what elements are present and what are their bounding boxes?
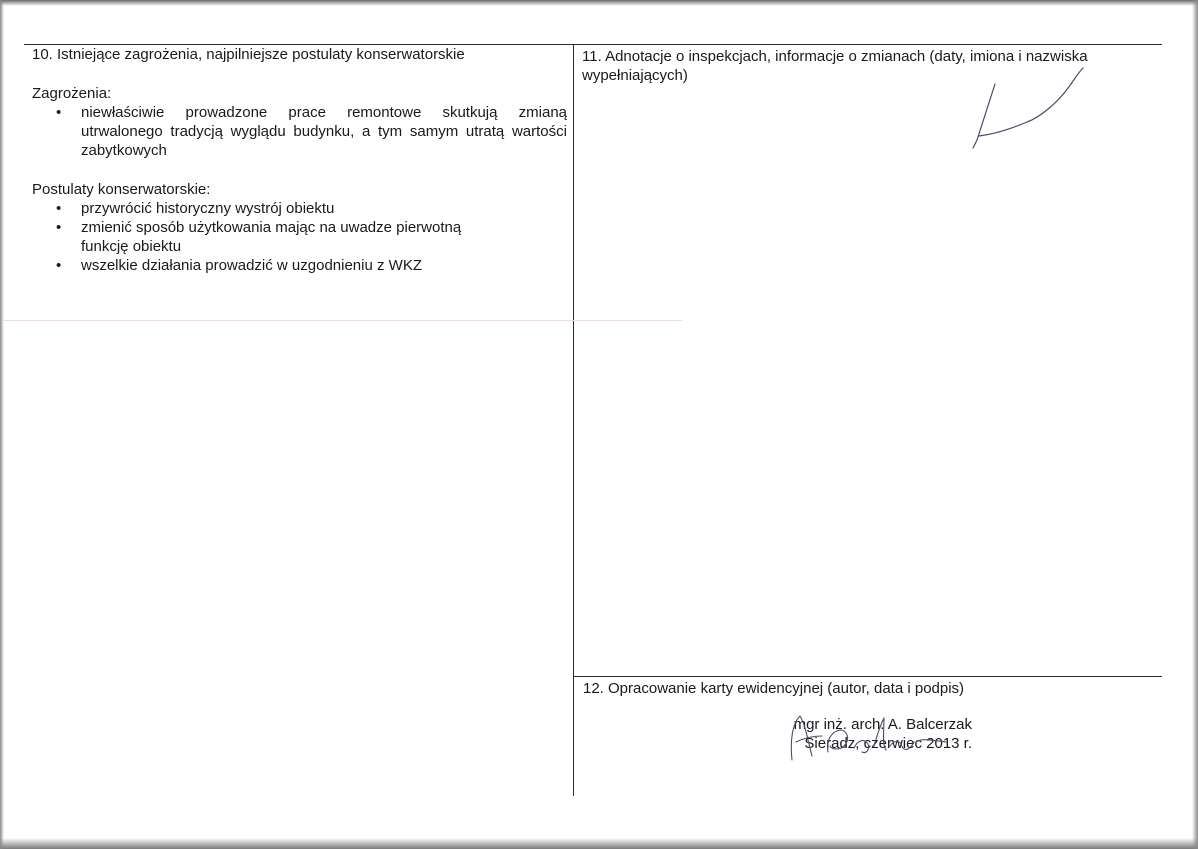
postulates-label: Postulaty konserwatorskie: [32,181,211,198]
postulates-list [32,199,567,275]
bleed-through-line [2,320,682,321]
section-10 [32,45,567,275]
section-10-heading: 10. Istniejące zagrożenia, najpilniejsze postulaty konserwatorskie [32,46,465,63]
threats-label: Zagrożenia: [32,85,112,102]
list-item: • niewłaściwie prowadzone prace remontowe skutkują zmianą utrwalonego tradycją wyglądu budynku, a tym samym utratą wartości zabytkowych [32,103,567,160]
threats-list [32,103,567,160]
list-item: • wszelkie działania prowadzić w uzgodnieniu z WKZ [32,256,567,275]
author-name: mgr inż. arch. A. Balcerzak [793,716,972,733]
list-item: • zmienić sposób użytkowania mając na uwadze pierwotną funkcję obiektu [32,218,511,256]
scan-edge-top [0,0,1198,6]
table-column-divider [573,44,574,796]
list-item: • przywrócić historyczny wystrój obiektu [32,199,567,218]
pen-check-mark [965,62,1085,157]
place-date: Sieradz, czerwiec 2013 r. [804,735,972,752]
handwritten-signature [770,712,950,764]
section-11-heading: 11. Adnotacje o inspekcjach, informacje o zmianach (daty, imiona i nazwiska wypełniających) [582,48,1088,84]
scan-edge-right [1192,0,1198,849]
section-12 [583,679,1143,698]
section-12-top-border [573,676,1162,677]
scan-edge-left [0,0,4,849]
section-12-heading: 12. Opracowanie karty ewidencyjnej (autor, data i podpis) [583,680,965,697]
scan-edge-bottom [0,838,1198,849]
